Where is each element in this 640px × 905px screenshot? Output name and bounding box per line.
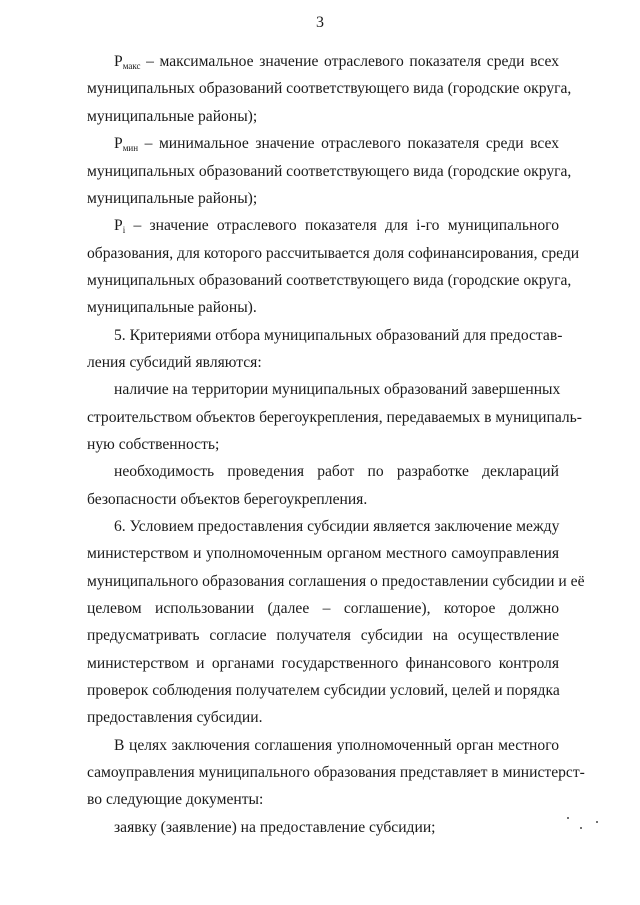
definition-p-i (114, 216, 559, 240)
variable-symbol: P (114, 217, 123, 234)
text-line: министерством и уполномоченным органом местного самоуправления (87, 545, 559, 562)
definition-text: – минимальное значение отраслевого показателя среди всех (138, 135, 559, 152)
text-line: безопасности объектов берегоукрепления. (87, 491, 368, 508)
definition-p-min (114, 134, 559, 158)
scan-speck (567, 817, 569, 819)
criterion-2: необходимость проведения работ по разработке деклараций (114, 463, 559, 480)
text-line: муниципальные районы). (87, 299, 257, 316)
text-line: целевом использовании (далее – соглашение), которое должно (87, 600, 559, 617)
definition-p-max (114, 52, 559, 76)
text-line: самоуправления муниципального образования представляет в министерст- (87, 764, 585, 781)
text-line: муниципальные районы); (87, 190, 258, 207)
text-line: министерством и органами государственного финансового контроля (87, 655, 559, 672)
definition-text: – максимальное значение отраслевого показателя среди всех (140, 53, 559, 70)
text-line: во следующие документы: (87, 791, 264, 808)
text-line: проверок соблюдения получателем субсидии условий, целей и порядка (87, 682, 560, 699)
variable-subscript: i (122, 225, 126, 235)
text-line: ления субсидий являются: (87, 354, 262, 371)
scan-speck (596, 821, 598, 823)
definition-text: – значение отраслевого показателя для i-го муниципального (125, 217, 559, 234)
criterion-1: наличие на территории муниципальных образований завершенных (114, 381, 561, 398)
variable-subscript: макс (122, 61, 141, 71)
text-line: муниципальных образований соответствующего вида (городские округа, (87, 163, 572, 180)
section-5-heading: 5. Критериями отбора муниципальных образований для предостав- (114, 327, 563, 344)
text-line: предоставления субсидии. (87, 709, 263, 726)
document-item-1: заявку (заявление) на предоставление субсидии; (114, 819, 436, 836)
text-line: муниципальные районы); (87, 108, 258, 125)
variable-symbol: P (114, 135, 123, 152)
text-line: образования, для которого рассчитывается доля софинансирования, среди (87, 245, 580, 262)
text-line: муниципальных образований соответствующего вида (городские округа, (87, 272, 572, 289)
section-6-paragraph: 6. Условием предоставления субсидии является заключение между (114, 518, 560, 535)
variable-subscript: мин (122, 143, 139, 153)
text-line: строительством объектов берегоукрепления, передаваемых в муниципаль- (87, 409, 582, 426)
documents-paragraph: В целях заключения соглашения уполномоченный орган местного (114, 737, 559, 754)
page-number: 3 (316, 14, 324, 31)
text-line: предусматривать согласие получателя субсидии на осуществление (87, 627, 559, 644)
scan-speck (580, 827, 582, 829)
variable-symbol: P (114, 53, 123, 70)
text-line: ную собственность; (87, 436, 220, 453)
text-line: муниципального образования соглашения о предоставлении субсидии и её (87, 573, 585, 590)
text-line: муниципальных образований соответствующего вида (городские округа, (87, 80, 572, 97)
